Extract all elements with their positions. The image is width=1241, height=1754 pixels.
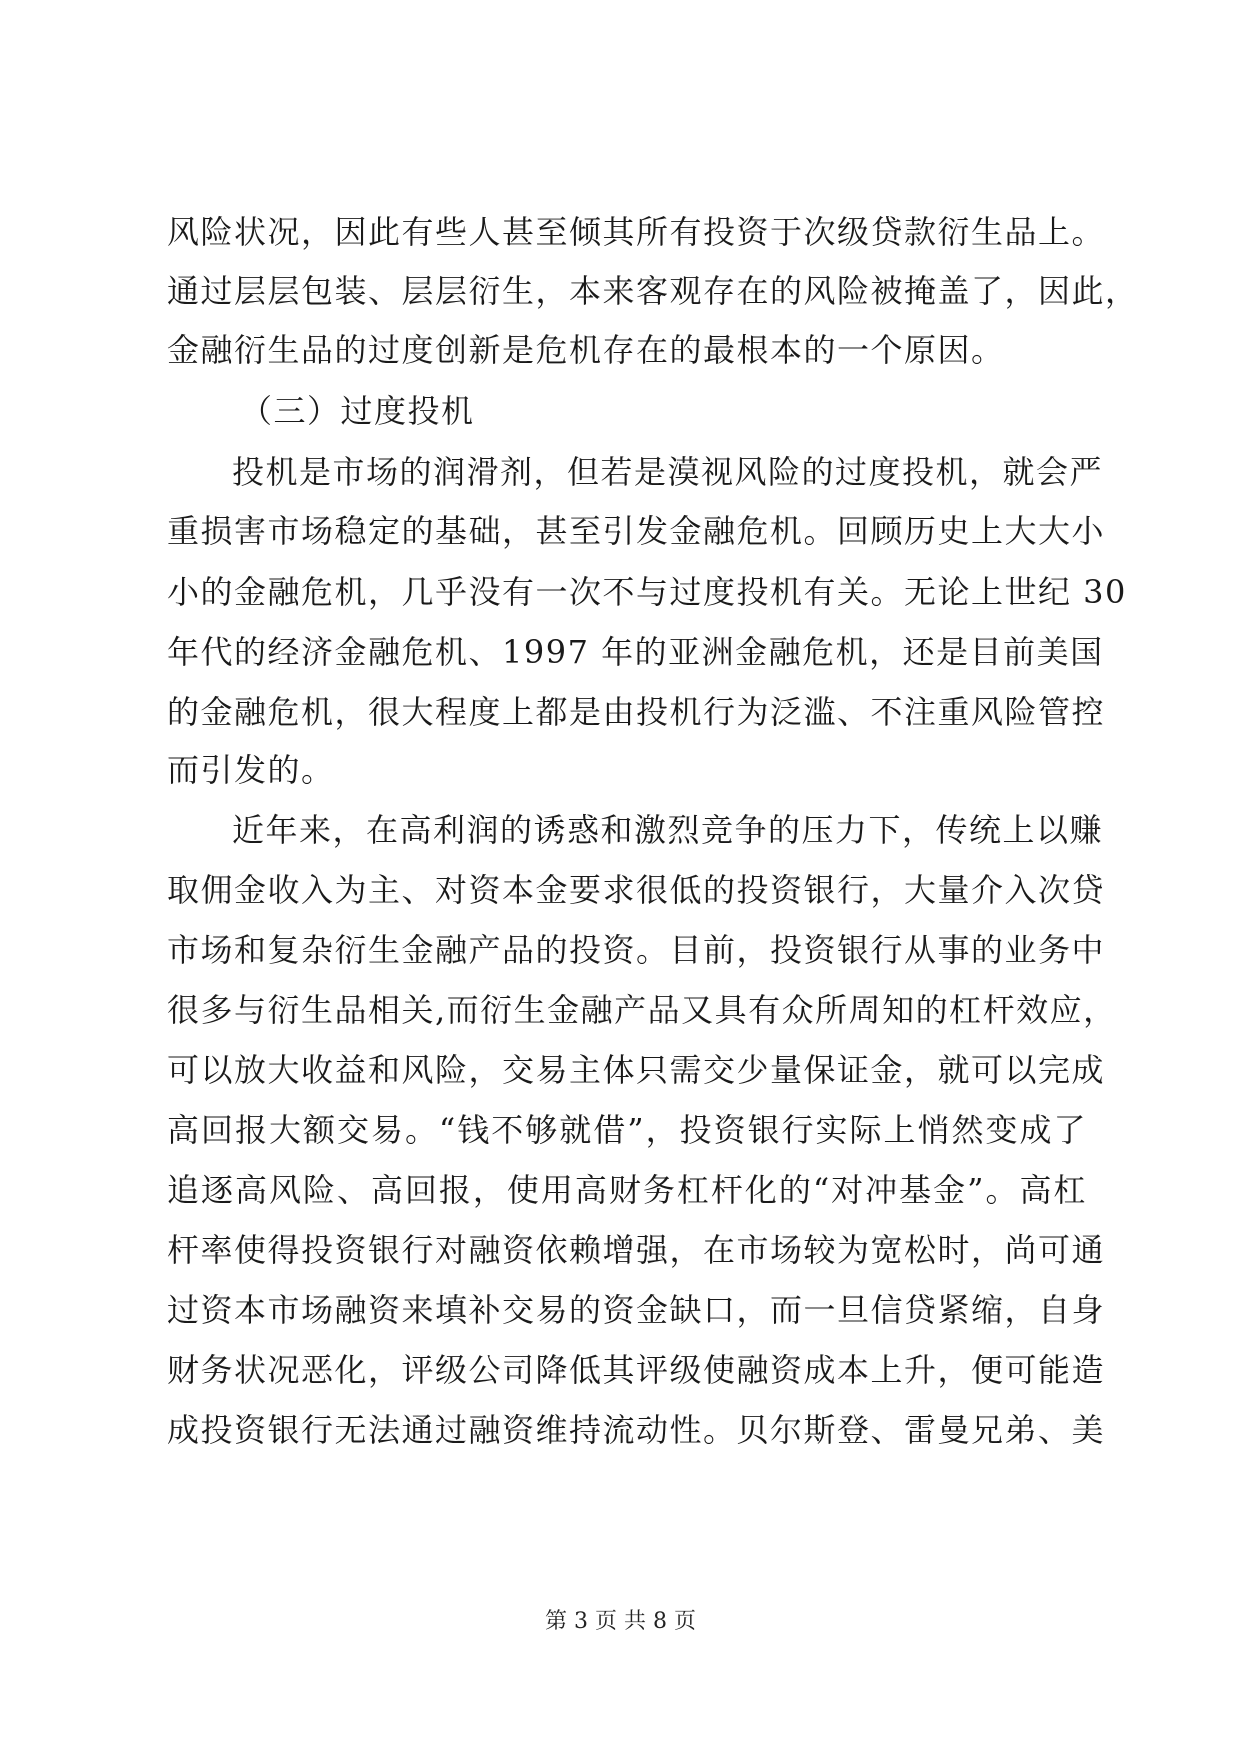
page-number-footer: 第 3 页 共 8 页 [545,1609,696,1634]
text-line-2: 通过层层包装、层层衍生，本来客观存在的风险被掩盖了，因此， [167,272,1139,310]
text-line-1: 风险状况，因此有些人甚至倾其所有投资于次级贷款衍生品上。 [167,213,1106,251]
text-line-12: 取佣金收入为主、对资本金要求很低的投资银行，大量介入次贷 [167,871,1106,909]
text-line-8: 年代的经济金融危机、1997 年的亚洲金融危机，还是目前美国 [167,633,1104,671]
text-line-13: 市场和复杂衍生金融产品的投资。目前，投资银行从事的业务中 [167,931,1106,969]
text-line-19: 过资本市场融资来填补交易的资金缺口，而一旦信贷紧缩，自身 [167,1291,1106,1329]
text-line-10: 而引发的。 [167,751,335,789]
text-line-9: 的金融危机，很大程度上都是由投机行为泛滥、不注重风险管控 [167,693,1106,731]
section-heading: （三）过度投机 [240,392,475,430]
text-line-18: 杆率使得投资银行对融资依赖增强，在市场较为宽松时，尚可通 [167,1231,1106,1269]
text-line-7: 小的金融危机，几乎没有一次不与过度投机有关。无论上世纪 30 [167,573,1127,611]
text-line-15: 可以放大收益和风险，交易主体只需交少量保证金，就可以完成 [167,1051,1106,1089]
text-line-11: 近年来，在高利润的诱惑和激烈竞争的压力下，传统上以赚 [232,811,1104,849]
text-line-17: 追逐高风险、高回报，使用高财务杠杆化的“对冲基金”。高杠 [167,1171,1087,1209]
text-line-5: 投机是市场的润滑剂，但若是漠视风险的过度投机，就会严 [232,453,1104,491]
text-line-16: 高回报大额交易。“钱不够就借”，投资银行实际上悄然变成了 [167,1111,1087,1149]
text-line-14: 很多与衍生品相关,而衍生金融产品又具有众所周知的杠杆效应， [167,991,1117,1029]
text-line-3: 金融衍生品的过度创新是危机存在的最根本的一个原因。 [167,331,1005,369]
text-line-6: 重损害市场稳定的基础，甚至引发金融危机。回顾历史上大大小 [167,512,1106,550]
text-line-20: 财务状况恶化，评级公司降低其评级使融资成本上升，便可能造 [167,1351,1106,1389]
text-line-21: 成投资银行无法通过融资维持流动性。贝尔斯登、雷曼兄弟、美 [167,1411,1106,1449]
